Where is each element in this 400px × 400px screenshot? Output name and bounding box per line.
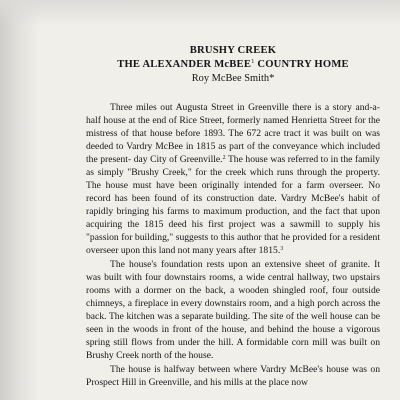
footnote-mark-3: 3: [280, 246, 284, 252]
article-title-text: BRUSHY CREEK: [189, 45, 277, 56]
paragraph-1-text-a: Three miles out Augusta Street in Greenville there is a story and-a-half house at the end of Rice Street, formerly named Henrietta Street for the mistress of that house before 1893. The 672 acre tract it was built on was deeded to Vardry McBee in 1815 as part of the conveyance which included the present- day City of Greenville.: [86, 102, 380, 165]
author-line: Roy McBee Smith*: [191, 73, 275, 84]
paragraph-3-text: The house is halfway between where Vardry McBee's house was on Prospect Hill in Greenville, and his mills at the place now: [86, 364, 380, 388]
article-title-line-2: [86, 58, 380, 72]
paragraph-2: [86, 258, 380, 362]
paragraph-3: [86, 363, 380, 389]
paragraph-1-text-b: The house was referred to in the family as simply "Brushy Creek," for the creek which runs through the property. The house must have been originally intended for a farm overseer. No record has been found of its construction date. Vardry McBee's habit of rapidly bringing his farms to maximum production, and the fact that upon acquiring the 1815 deed his first project was a sawmill to supply his "passion for building," suggests to this author that he provided for a resident overseer upon this land not many years after 1815.: [86, 154, 380, 256]
footnote-mark-2: 2: [222, 155, 226, 161]
title-footnote-mark: 1: [251, 58, 255, 65]
binding-shadow: [0, 0, 40, 400]
paragraph-2-text: The house's foundation rests upon an extensive sheet of granite. It was built with four downstairs rooms, a wide central hallway, two upstairs rooms with a dormer on the back, a wooden shingled roof, four outside chimneys, a fireplace in every downstairs room, and a high porch across the back. The kitchen was a separate building. The site of the well house can be seen in the woods in front of the house, and behind the house a vigorous spring still flows from under the hill. A formidable corn mill was built on Brushy Creek north of the house.: [86, 259, 380, 361]
article-subtitle-suffix: COUNTRY HOME: [254, 59, 349, 70]
article-title-line-1: [86, 44, 380, 58]
article-subtitle-text: THE ALEXANDER McBEE: [117, 59, 252, 70]
top-edge-shade: [0, 0, 400, 26]
article-body: [86, 44, 380, 389]
paragraph-1: [86, 101, 380, 257]
